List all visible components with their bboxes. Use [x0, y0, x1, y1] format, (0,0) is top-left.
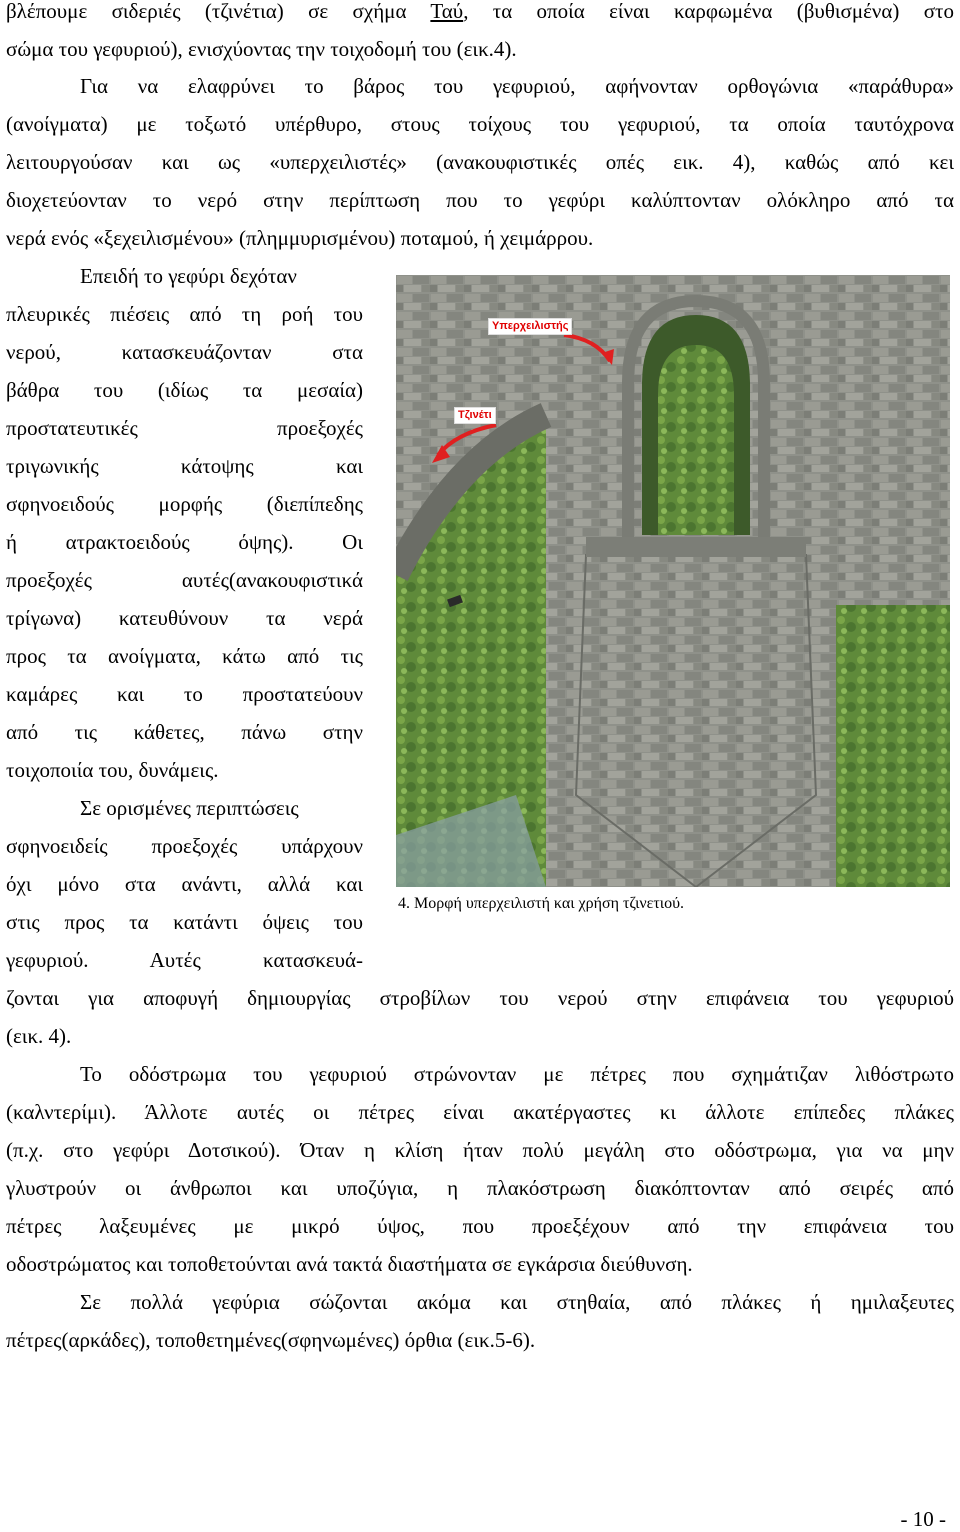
body-line: καμάρες και το προστατεύουν	[6, 682, 363, 706]
body-line: Επειδή το γεφύρι δεχόταν	[80, 264, 297, 288]
body-line: (π.χ. στο γεφύρι Δοτσικού). Όταν η κλίση ήταν πολύ μεγάλη στο οδόστρωμα, για να μην	[6, 1138, 954, 1162]
underlined-term: Ταύ	[430, 0, 464, 23]
body-line: Για να ελαφρύνει το βάρος του γεφυριού, αφήνονταν ορθογώνια «παράθυρα»	[80, 74, 954, 98]
body-line: σφηνοειδείς προεξοχές υπάρχουν	[6, 834, 363, 858]
body-line: σφηνοειδούς μορφής (διεπίπεδης	[6, 492, 363, 516]
body-line: Το οδόστρωμα του γεφυριού στρώνονταν με πέτρες που σχημάτιζαν λιθόστρωτο	[80, 1062, 954, 1086]
body-line: τοιχοποιία του, δυνάμεις.	[6, 758, 219, 782]
tsineti-label: Τζινέτι	[454, 407, 496, 424]
body-line: τριγωνικής κάτοψης και	[6, 454, 363, 478]
body-line: διοχετεύονταν το νερό στην περίπτωση που το γεφύρι καλύπτονταν ολόκληρο από τα	[6, 188, 954, 212]
right-foliage	[836, 605, 950, 887]
body-line: ζονται για αποφυγή δημιουργίας στροβίλων του νερού στην επιφάνεια του γεφυριού	[6, 986, 954, 1010]
body-line: οδοστρώματος και τοποθετούνται ανά τακτά διαστήματα σε εγκάρσια διεύθυνση.	[6, 1252, 693, 1276]
body-line: από τις κάθετες, πάνω στην	[6, 720, 363, 744]
body-line: όχι μόνο στα ανάντι, αλλά και	[6, 872, 363, 896]
body-line: τρίγωνα) κατευθύνουν τα νερά	[6, 606, 363, 630]
overflow-label: Υπερχειλιστής	[488, 318, 572, 335]
page-number: - 10 -	[900, 1507, 946, 1531]
bridge-photo-drawing	[396, 275, 950, 887]
body-line: ή ατρακτοειδούς όψης). Οι	[6, 530, 363, 554]
body-line: βλέπουμε σιδεριές (τζινέτια) σε σχήμα Ταύ, τα οποία είναι καρφωμένα (βυθισμένα) στο	[6, 0, 954, 23]
overflow-window-view	[658, 345, 734, 535]
pier-cornice	[586, 537, 806, 557]
body-line: (ανοίγματα) με τοξωτό υπέρθυρο, στους τοίχους του γεφυριού, τα οποία ταυτόχρονα	[6, 112, 954, 136]
body-line: προς τα ανοίγματα, κάτω από τις	[6, 644, 363, 668]
body-line: λειτουργούσαν και ως «υπερχειλιστές» (ανακουφιστικές οπές εικ. 4), καθώς από κει	[6, 150, 954, 174]
body-line: πέτρες λαξευμένες με μικρό ύψος, που προεξέχουν από την επιφάνεια του	[6, 1214, 954, 1238]
body-line: γεφυριού. Αυτές κατασκευά-	[6, 948, 363, 972]
body-line: Σε πολλά γεφύρια σώζονται ακόμα και στηθαία, από πλάκες ή ημιλαξευτες	[80, 1290, 954, 1314]
body-line: (εικ. 4).	[6, 1024, 72, 1048]
body-line: προεξοχές αυτές(ανακουφιστικά	[6, 568, 363, 592]
body-line: βάθρα του (ιδίως τα μεσαία)	[6, 378, 363, 402]
body-line: πλευρικές πιέσεις από τη ροή του	[6, 302, 363, 326]
body-line: πέτρες(αρκάδες), τοποθετημένες(σφηνωμένες) όρθια (εικ.5-6).	[6, 1328, 536, 1352]
figure-caption: 4. Μορφή υπερχειλιστή και χρήση τζινετιού.	[398, 895, 685, 912]
body-line: στις προς τα κατάντι όψεις του	[6, 910, 363, 934]
body-line: γλυστρούν οι άνθρωποι και υποζύγια, η πλακόστρωση διακόπτονταν από σειρές από	[6, 1176, 954, 1200]
body-line: Σε ορισμένες περιπτώσεις	[80, 796, 299, 820]
body-line: (καλντερίμι). Άλλοτε αυτές οι πέτρες είναι ακατέργαστες κι άλλοτε επίπεδες πλάκες	[6, 1100, 954, 1124]
body-line: προστατευτικές προεξοχές	[6, 416, 363, 440]
body-line: νερά ενός «ξεχειλισμένου» (πλημμυρισμένου) ποταμού, ή χειμάρρου.	[6, 226, 594, 250]
body-line: σώμα του γεφυριού), ενισχύοντας την τοιχοδομή του (εικ.4).	[6, 37, 517, 61]
body-line: νερού, κατασκευάζονταν στα	[6, 340, 363, 364]
bridge-photo	[396, 275, 950, 887]
